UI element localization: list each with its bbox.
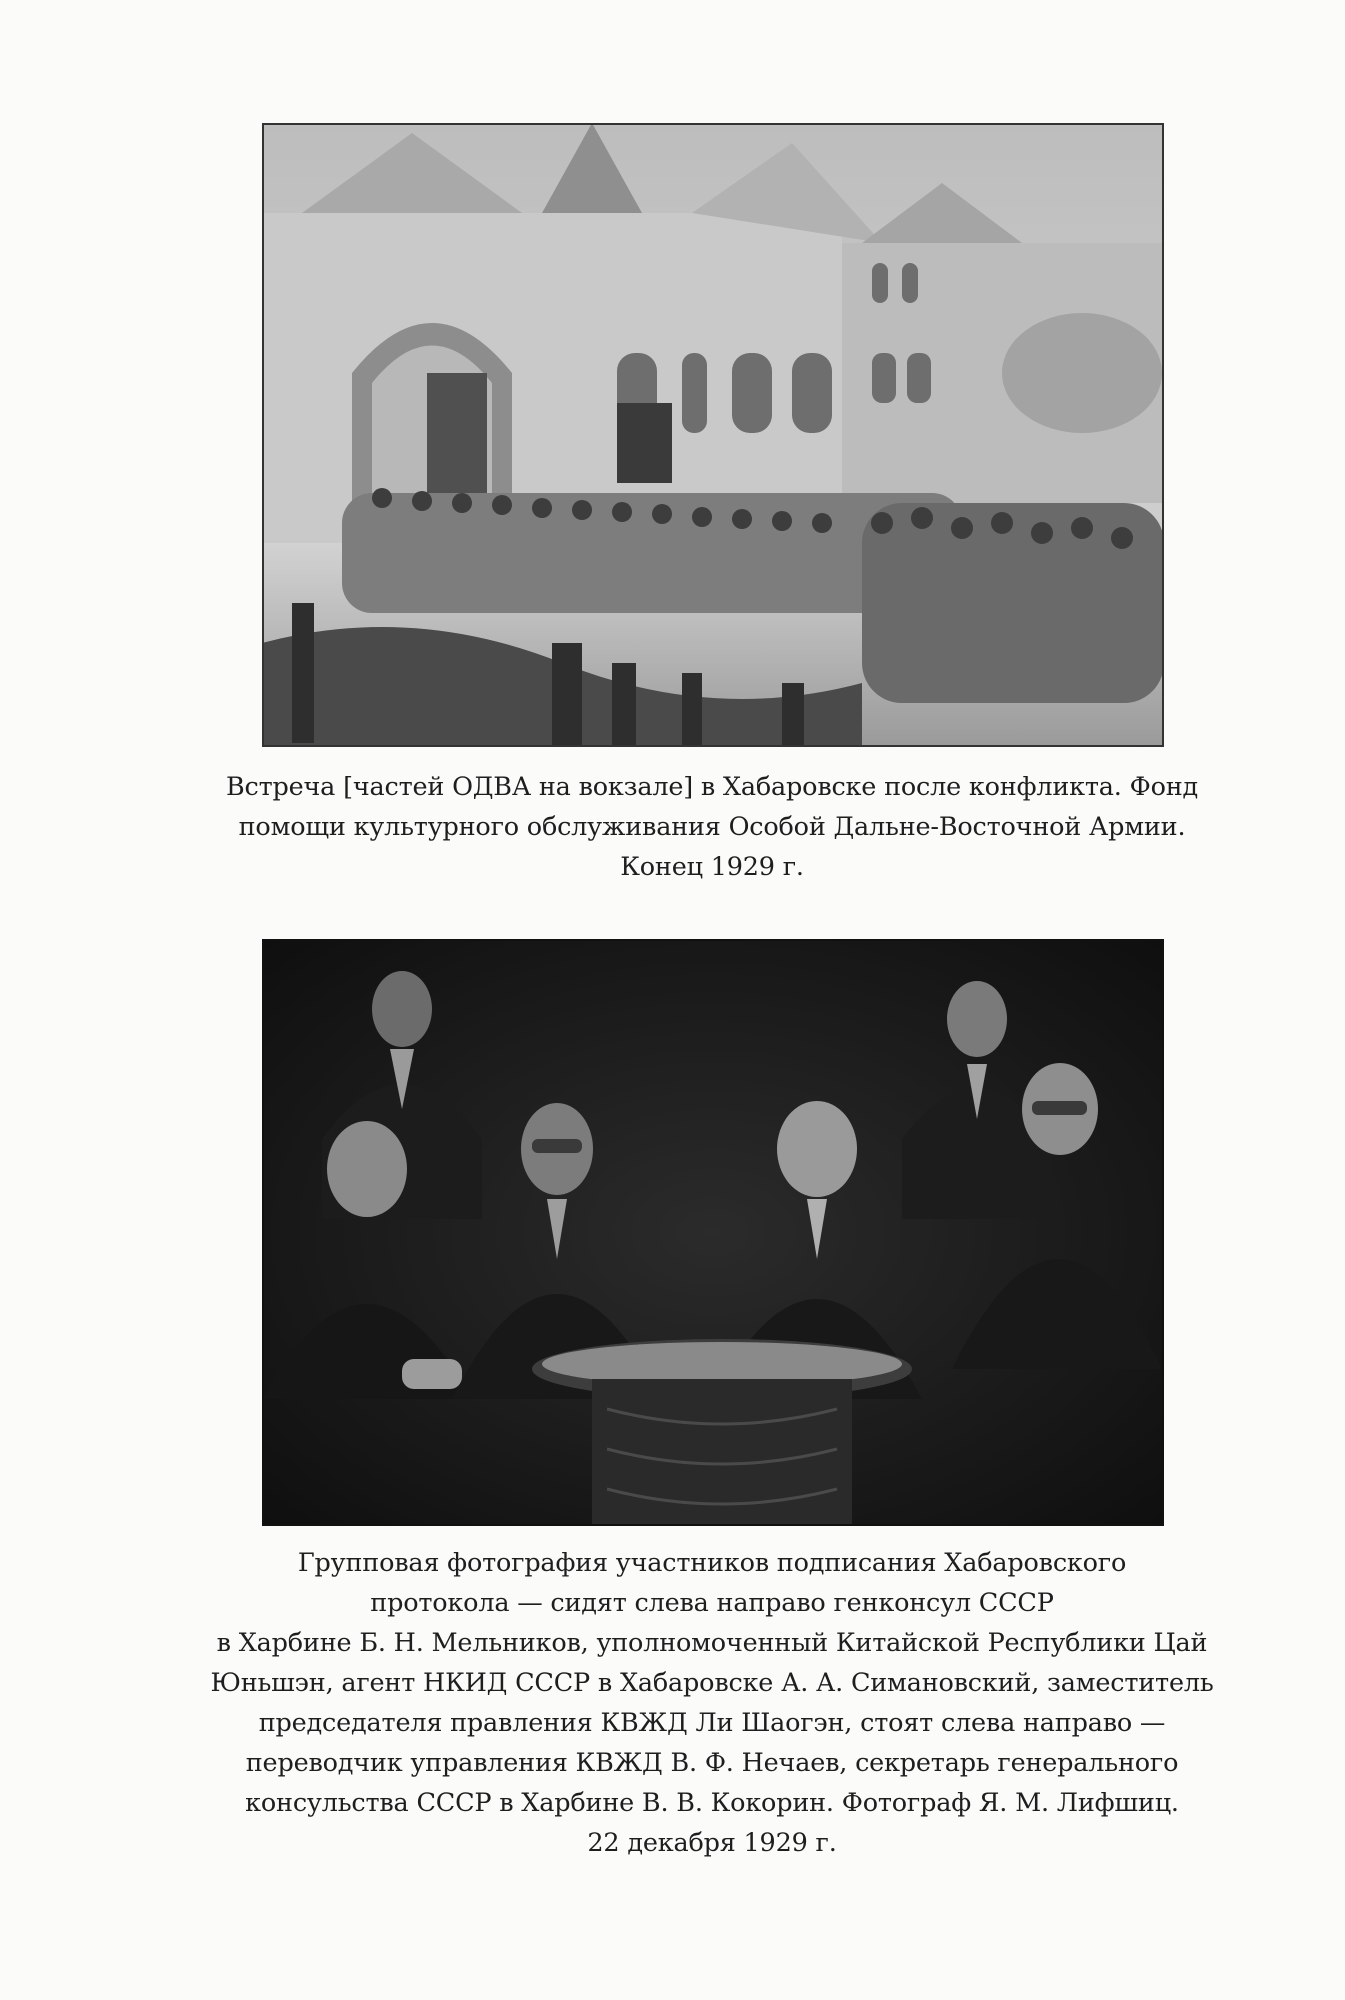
group-portrait-caption [180, 1543, 1244, 1863]
caption-line: протокола — сидят слева направо генконсул СССР [370, 1588, 1054, 1618]
caption-line: Встреча [частей ОДВА на вокзале] в Хабаровске после конфликта. Фонд [225, 772, 1199, 802]
station-photo-caption [180, 767, 1244, 887]
caption-line: переводчик управления КВЖД В. Ф. Нечаев, секретарь генерального [245, 1748, 1179, 1778]
caption-line: председателя правления КВЖД Ли Шаогэн, стоят слева направо — [258, 1708, 1166, 1738]
caption-line: консульства СССР в Харбине В. В. Кокорин. Фотограф Я. М. Лифшиц. [245, 1788, 1179, 1818]
group-portrait-image [262, 939, 1164, 1526]
caption-line: Конец 1929 г. [620, 852, 804, 882]
station-photo [262, 123, 1164, 747]
caption-line: 22 декабря 1929 г. [587, 1828, 837, 1858]
station-photo-image [262, 123, 1164, 747]
caption-line: Юньшэн, агент НКИД СССР в Хабаровске А. А. Симановский, заместитель [210, 1668, 1214, 1698]
caption-line: помощи культурного обслуживания Особой Дальне-Восточной Армии. [238, 812, 1186, 842]
caption-line: в Харбине Б. Н. Мельников, уполномоченный Китайской Республики Цай [216, 1628, 1208, 1658]
caption-line: Групповая фотография участников подписания Хабаровского [297, 1548, 1127, 1578]
group-portrait-photo [262, 939, 1164, 1526]
